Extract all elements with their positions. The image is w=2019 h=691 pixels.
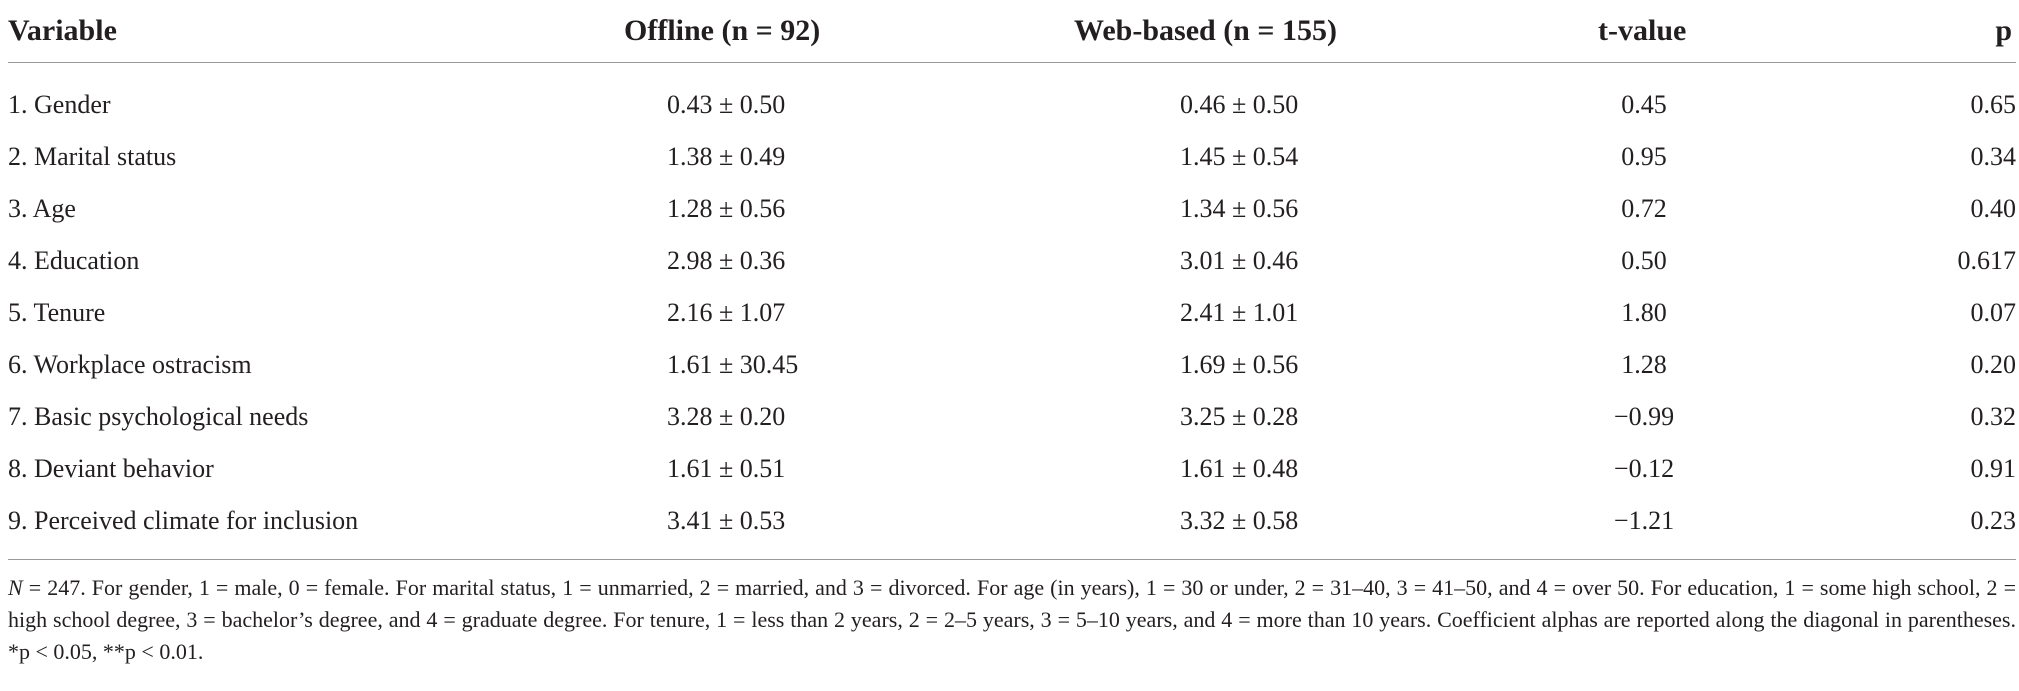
cell-web-based: 1.34 ± 0.56: [1180, 194, 1299, 223]
cell-web-based: 3.01 ± 0.46: [1180, 246, 1299, 275]
header-variable: Variable: [8, 0, 568, 63]
cell-offline: 1.61 ± 0.51: [667, 454, 786, 483]
cell-p: 0.91: [1970, 454, 2016, 483]
cell-p: 0.20: [1970, 350, 2016, 379]
cell-variable: 9. Perceived climate for inclusion: [8, 495, 568, 560]
cell-web-based: 1.69 ± 0.56: [1180, 350, 1299, 379]
cell-variable: 3. Age: [8, 194, 76, 223]
header-offline: Offline (n = 92): [568, 0, 950, 63]
cell-offline: 1.61 ± 30.45: [667, 350, 799, 379]
header-p: p: [1816, 0, 2016, 63]
table-row: [8, 339, 2016, 391]
cell-offline: 1.28 ± 0.56: [667, 194, 786, 223]
cell-t-value: 1.28: [1621, 350, 1667, 379]
cell-web-based: 1.45 ± 0.54: [1180, 142, 1299, 171]
cell-web-based: 2.41 ± 1.01: [1180, 298, 1299, 327]
cell-variable: 1. Gender: [8, 90, 111, 119]
table-body: [8, 63, 2016, 560]
cell-web-based: 0.46 ± 0.50: [1180, 90, 1299, 119]
cell-p: 0.07: [1970, 298, 2016, 327]
table-row: [8, 443, 2016, 495]
cell-variable: 5. Tenure: [8, 298, 106, 327]
cell-offline: 3.41 ± 0.53: [568, 495, 950, 560]
table-row: [8, 131, 2016, 183]
table-row: [8, 495, 2016, 560]
cell-web-based: 1.61 ± 0.48: [1180, 454, 1299, 483]
cell-t-value: 0.95: [1621, 142, 1667, 171]
cell-p: 0.617: [1957, 246, 2016, 275]
cell-offline: 3.28 ± 0.20: [667, 402, 786, 431]
cell-variable: 4. Education: [8, 246, 140, 275]
cell-p: 0.23: [1816, 495, 2016, 560]
cell-offline: 0.43 ± 0.50: [667, 90, 786, 119]
cell-offline: 1.38 ± 0.49: [667, 142, 786, 171]
footnote-n-label: N: [8, 575, 23, 600]
table-row: [8, 287, 2016, 339]
cell-p: 0.34: [1970, 142, 2016, 171]
footnote-text: = 247. For gender, 1 = male, 0 = female. For marital status, 1 = unmarried, 2 = married, and 3 = divorced. For age (in years), 1 = 30 or under, 2 = 31–40, 3 = 41–50, and 4 = over 50. For education, 1 = some high school, 2 = high school degree, 3 = bachelor’s degree, and 4 = graduate degree. For tenure, 1 = less than 2 years, 2 = 2–5 years, 3 = 5–10 years, and 4 = more than 10 years. Coefficient alphas are reported along the diagonal in parentheses. *p < 0.05, **p < 0.01.: [8, 575, 2016, 664]
header-web-based: Web-based (n = 155): [950, 0, 1462, 63]
table-row: [8, 235, 2016, 287]
cell-offline: 2.16 ± 1.07: [667, 298, 786, 327]
cell-p: 0.40: [1970, 194, 2016, 223]
cell-web-based: 3.32 ± 0.58: [950, 495, 1462, 560]
comparison-table: [8, 0, 2016, 560]
cell-t-value: −0.12: [1613, 454, 1675, 483]
header-t-value: t-value: [1462, 0, 1816, 63]
table-header: [8, 0, 2016, 63]
cell-p: 0.32: [1970, 402, 2016, 431]
table-row: [8, 391, 2016, 443]
cell-variable: 2. Marital status: [8, 142, 177, 171]
cell-t-value: −0.99: [1613, 402, 1675, 431]
cell-t-value: 0.50: [1621, 246, 1667, 275]
cell-t-value: −1.21: [1462, 495, 1816, 560]
cell-variable: 8. Deviant behavior: [8, 454, 214, 483]
cell-variable: 6. Workplace ostracism: [8, 350, 252, 379]
cell-p: 0.65: [1970, 90, 2016, 119]
cell-variable: 7. Basic psychological needs: [8, 402, 309, 431]
cell-t-value: 1.80: [1621, 298, 1667, 327]
cell-web-based: 3.25 ± 0.28: [1180, 402, 1299, 431]
cell-offline: 2.98 ± 0.36: [667, 246, 786, 275]
table-row: [8, 63, 2016, 132]
cell-t-value: 0.72: [1621, 194, 1667, 223]
table-footnote: [8, 572, 2016, 668]
table-row: [8, 183, 2016, 235]
header-row: [8, 0, 2016, 63]
cell-t-value: 0.45: [1621, 90, 1667, 119]
